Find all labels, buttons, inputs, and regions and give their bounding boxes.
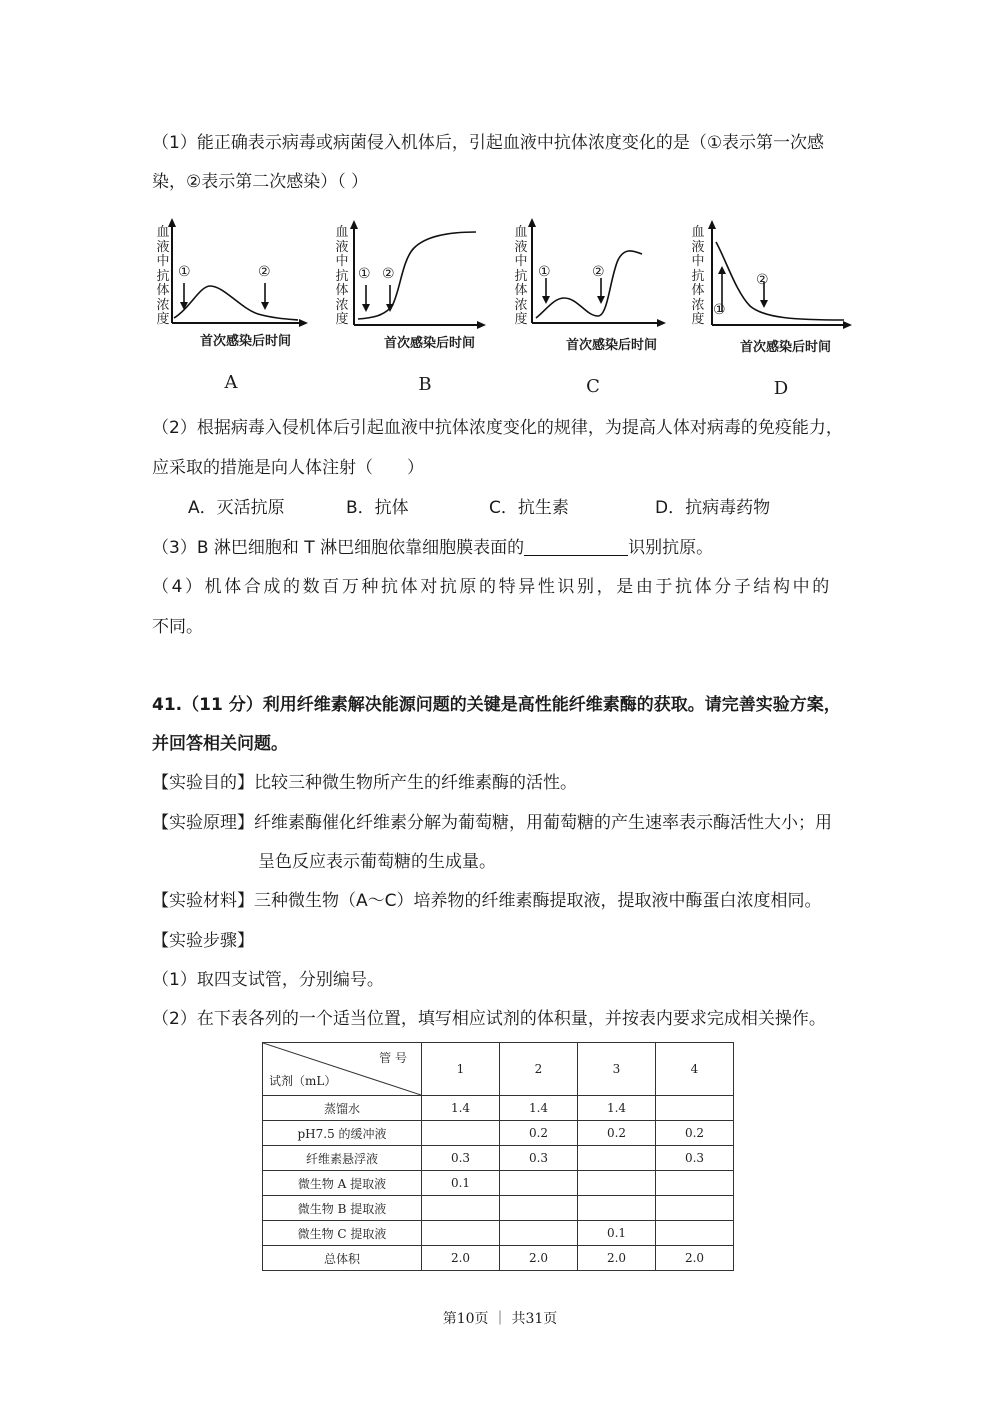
ylabel-char: 血 [514, 225, 528, 240]
ylabel-char: 中 [514, 254, 528, 269]
q40-part2-line2 [152, 456, 424, 480]
table-cell: 1.4 [422, 1096, 500, 1121]
option-b: B．抗体 [346, 498, 409, 518]
ylabel-char: 血 [691, 225, 705, 240]
row-label: 蒸馏水 [263, 1096, 422, 1121]
table-cell: 2.0 [656, 1246, 734, 1271]
reagent-table [262, 1042, 734, 1271]
ylabel-char: 液 [156, 239, 170, 255]
table-cell: 0.2 [500, 1121, 578, 1146]
graph-xlabel: 首次感染后时间 [740, 340, 832, 355]
q40-part4-line2: 不同。 [152, 617, 203, 637]
graph-option-label: D [773, 378, 789, 399]
table-row [263, 1096, 734, 1121]
ylabel-char: 抗 [514, 268, 528, 284]
ylabel-char: 度 [514, 312, 528, 327]
q40-part2-line2-close: ） [407, 458, 424, 478]
marker-first-infection: ① [178, 264, 191, 280]
header-tube-label: 管 号 [379, 1051, 407, 1065]
table-cell [500, 1196, 578, 1221]
table-row [263, 1196, 734, 1221]
marker-first-infection: ① [713, 302, 726, 318]
q40-part3-after: 识别抗原。 [628, 538, 714, 558]
table-cell [500, 1171, 578, 1196]
option-a: A．灭活抗原 [188, 498, 285, 518]
graph-xlabel: 首次感染后时间 [566, 338, 658, 353]
row-label: 微生物 A 提取液 [263, 1171, 422, 1196]
experiment-step-1: （1）取四支试管，分别编号。 [152, 970, 384, 990]
table-row [263, 1171, 734, 1196]
ylabel-char: 浓 [691, 297, 705, 313]
q40-part3-before: （3）B 淋巴细胞和 T 淋巴细胞依靠细胞膜表面的 [152, 538, 525, 558]
ylabel-char: 体 [335, 283, 349, 298]
q40-part2-line1: （2）根据病毒入侵机体后引起血液中抗体浓度变化的规律，为提高人体对病毒的免疫能力， [152, 418, 843, 438]
graph-option-label: A [224, 372, 238, 393]
experiment-steps-title: 【实验步骤】 [152, 931, 254, 951]
graph-ylabel [514, 226, 528, 328]
graph-option-label: B [418, 374, 432, 395]
table-cell: 2.0 [422, 1246, 500, 1271]
ylabel-char: 抗 [691, 268, 705, 284]
table-corner-cell [263, 1043, 422, 1096]
tube-number: 1 [422, 1043, 500, 1096]
row-label: 纤维素悬浮液 [263, 1146, 422, 1171]
table-cell [422, 1121, 500, 1146]
ylabel-char: 度 [335, 312, 349, 327]
ylabel-char: 中 [156, 254, 170, 269]
marker-second-infection: ② [382, 266, 395, 282]
table-cell [578, 1171, 656, 1196]
graph-ylabel [156, 226, 170, 328]
q41-line2: 并回答相关问题。 [152, 734, 288, 754]
marker-first-infection: ① [538, 264, 551, 280]
table-cell [656, 1096, 734, 1121]
ylabel-char: 体 [156, 283, 170, 298]
table-cell: 0.3 [656, 1146, 734, 1171]
q40-part2-line2-text: 应采取的措施是向人体注射（ [152, 458, 373, 478]
q40-part4-line1: （4）机体合成的数百万种抗体对抗原的特异性识别，是由于抗体分子结构中的 [152, 577, 832, 597]
table-cell: 0.3 [500, 1146, 578, 1171]
ylabel-char: 浓 [335, 297, 349, 313]
option-c: C．抗生素 [489, 498, 569, 518]
q40-part1-line1: （1）能正确表示病毒或病菌侵入机体后，引起血液中抗体浓度变化的是（①表示第一次感 [152, 133, 825, 153]
experiment-purpose: 【实验目的】比较三种微生物所产生的纤维素酶的活性。 [152, 773, 577, 793]
table-cell [500, 1221, 578, 1246]
ylabel-char: 血 [335, 225, 349, 240]
graph-xlabel: 首次感染后时间 [200, 334, 292, 349]
ylabel-char: 度 [156, 312, 170, 327]
tube-number: 2 [500, 1043, 578, 1096]
row-label: 微生物 B 提取液 [263, 1196, 422, 1221]
graph-ylabel [691, 226, 705, 328]
option-d: D．抗病毒药物 [655, 498, 771, 518]
table-cell: 0.1 [578, 1221, 656, 1246]
table-cell: 0.2 [578, 1121, 656, 1146]
marker-second-infection: ② [592, 264, 605, 280]
marker-second-infection: ② [756, 272, 769, 288]
experiment-step-2: （2）在下表各列的一个适当位置，填写相应试剂的体积量，并按表内要求完成相关操作。 [152, 1009, 826, 1029]
table-cell: 0.2 [656, 1121, 734, 1146]
table-cell: 2.0 [578, 1246, 656, 1271]
ylabel-char: 液 [335, 239, 349, 255]
q40-part1-line2: 染，②表示第二次感染）（ ） [152, 172, 369, 192]
ylabel-char: 液 [514, 239, 528, 255]
ylabel-char: 浓 [156, 297, 170, 313]
table-cell [656, 1221, 734, 1246]
table-row [263, 1121, 734, 1146]
table-cell [422, 1196, 500, 1221]
tube-number: 3 [578, 1043, 656, 1096]
ylabel-char: 浓 [514, 297, 528, 313]
marker-first-infection: ① [358, 266, 371, 282]
table-row [263, 1146, 734, 1171]
ylabel-char: 抗 [335, 268, 349, 284]
graph-xlabel: 首次感染后时间 [384, 336, 476, 351]
marker-second-infection: ② [258, 264, 271, 280]
answer-blank[interactable] [524, 537, 628, 556]
experiment-materials: 【实验材料】三种微生物（A～C）培养物的纤维素酶提取液，提取液中酶蛋白浓度相同。 [152, 891, 822, 911]
table-cell [656, 1196, 734, 1221]
ylabel-char: 中 [691, 254, 705, 269]
table-cell: 1.4 [578, 1096, 656, 1121]
table-cell [578, 1146, 656, 1171]
row-label: 总体积 [263, 1246, 422, 1271]
table-row [263, 1221, 734, 1246]
table-cell [422, 1221, 500, 1246]
experiment-principle-line2: 呈色反应表示葡萄糖的生成量。 [258, 852, 496, 872]
header-reagent-label: 试剂（mL） [269, 1074, 337, 1088]
ylabel-char: 中 [335, 254, 349, 269]
table-cell: 0.3 [422, 1146, 500, 1171]
ylabel-char: 抗 [156, 268, 170, 284]
ylabel-char: 液 [691, 239, 705, 255]
q41-line1: 41.（11 分）利用纤维素解决能源问题的关键是高性能纤维素酶的获取。请完善实验方案， [152, 695, 841, 715]
q40-part3 [152, 536, 713, 560]
table-cell: 2.0 [500, 1246, 578, 1271]
page-footer: 第10页 ｜ 共31页 [442, 1311, 558, 1327]
table-cell [578, 1196, 656, 1221]
row-label: pH7.5 的缓冲液 [263, 1121, 422, 1146]
table-cell: 0.1 [422, 1171, 500, 1196]
ylabel-char: 体 [514, 283, 528, 298]
tube-number: 4 [656, 1043, 734, 1096]
experiment-principle-line1: 【实验原理】纤维素酶催化纤维素分解为葡萄糖，用葡萄糖的产生速率表示酶活性大小；用 [152, 813, 832, 833]
table-row [263, 1246, 734, 1271]
table-cell [656, 1171, 734, 1196]
graph-option-label: C [586, 376, 600, 397]
graph-ylabel [335, 226, 349, 328]
ylabel-char: 血 [156, 225, 170, 240]
table-cell: 1.4 [500, 1096, 578, 1121]
table-header-row [263, 1043, 734, 1096]
ylabel-char: 体 [691, 283, 705, 298]
row-label: 微生物 C 提取液 [263, 1221, 422, 1246]
ylabel-char: 度 [691, 312, 705, 327]
